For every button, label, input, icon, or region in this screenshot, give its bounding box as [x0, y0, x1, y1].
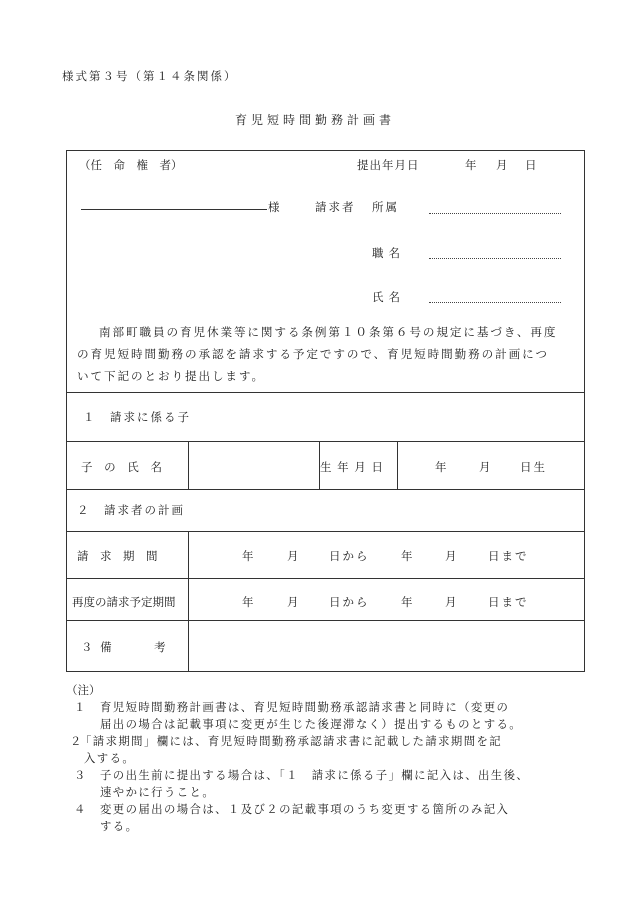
- divider: [67, 531, 584, 532]
- child-name-label: 子 の 氏 名: [81, 460, 166, 474]
- divider: [188, 620, 189, 672]
- from-year: 年: [242, 595, 254, 609]
- birth-year-label: 年: [435, 460, 447, 474]
- form-code: 様式第３号（第１４条関係）: [62, 69, 238, 83]
- note-text: 届出の場合は記載事項に変更が生じた後遅滞なく）提出するものとする。: [100, 717, 523, 731]
- statement-line: いて下記のとおり提出します。: [77, 369, 265, 383]
- section2-heading: ２ 請求者の計画: [77, 503, 185, 517]
- submit-date-label: 提出年月日: [357, 158, 420, 172]
- remarks-label: ３ 備 考: [81, 640, 168, 654]
- sama-label: 様: [268, 200, 280, 214]
- note-item: [74, 699, 574, 733]
- to-year: 年: [401, 549, 413, 563]
- note-number: １: [74, 700, 87, 714]
- submit-month-label: 月: [496, 158, 508, 172]
- note-text: 「請求期間」欄には、育児短時間勤務承認請求書に記載した請求期間を記: [80, 734, 503, 748]
- note-item: [70, 733, 570, 767]
- divider: [67, 620, 584, 621]
- submit-day-label: 日: [525, 158, 537, 172]
- note-text: 変更の届出の場合は、１及び２の記載事項のうち変更する箇所のみ記入: [100, 802, 510, 816]
- remarks-field[interactable]: [191, 623, 581, 669]
- divider: [67, 392, 584, 393]
- position-label: 職名: [372, 246, 405, 260]
- to-day: 日まで: [488, 549, 529, 563]
- divider: [67, 489, 584, 490]
- birth-date-label: 生 年 月 日: [320, 460, 384, 474]
- note-item: [74, 767, 574, 801]
- note-text: 育児短時間勤務計画書は、育児短時間勤務承認請求書と同時に（変更の: [100, 700, 510, 714]
- note-number: ２: [70, 734, 83, 748]
- divider: [67, 441, 584, 442]
- section1-heading: １ 請求に係る子: [83, 410, 191, 424]
- to-day: 日まで: [488, 595, 529, 609]
- from-year: 年: [242, 549, 254, 563]
- authority-name-field[interactable]: [81, 209, 267, 210]
- request-statement: [77, 321, 577, 387]
- from-month: 月: [287, 549, 299, 563]
- to-month: 月: [445, 595, 457, 609]
- name-label: 氏名: [372, 290, 405, 304]
- note-number: ３: [74, 768, 87, 782]
- child-name-field[interactable]: [191, 444, 319, 486]
- submit-year-label: 年: [465, 158, 477, 172]
- divider: [188, 441, 189, 489]
- notes-heading: （注）: [66, 683, 101, 697]
- from-day: 日から: [329, 595, 370, 609]
- note-text: 子の出生前に提出する場合は、「１ 請求に係る子」欄に記入は、出生後、: [100, 768, 530, 782]
- note-text: する。: [100, 819, 139, 833]
- document-title: 育児短時間勤務計画書: [234, 113, 395, 127]
- repeat-period-label: 再度の請求予定期間: [72, 595, 176, 609]
- note-item: [74, 801, 574, 835]
- to-year: 年: [401, 595, 413, 609]
- note-text: 入する。: [84, 751, 136, 765]
- birth-day-label: 日生: [520, 460, 547, 474]
- note-text: 速やかに行うこと。: [100, 785, 216, 799]
- to-month: 月: [445, 549, 457, 563]
- divider: [397, 441, 398, 489]
- statement-line: の育児短時間勤務の承認を請求する予定ですので、育児短時間勤務の計画につ: [77, 347, 549, 361]
- department-field[interactable]: [429, 213, 561, 214]
- note-number: ４: [74, 802, 87, 816]
- divider: [67, 578, 584, 579]
- appointing-authority-label: （任 命 権 者）: [79, 158, 183, 172]
- requester-label: 請求者: [315, 200, 356, 214]
- statement-line: 南部町職員の育児休業等に関する条例第１０条第６号の規定に基づき、再度: [99, 325, 558, 339]
- form-frame: [66, 150, 585, 672]
- from-month: 月: [287, 595, 299, 609]
- request-period-label: 請 求 期 間: [77, 549, 158, 563]
- birth-month-label: 月: [479, 460, 491, 474]
- department-label: 所属: [372, 200, 399, 214]
- position-field[interactable]: [429, 258, 561, 259]
- from-day: 日から: [329, 549, 370, 563]
- name-field[interactable]: [429, 302, 561, 303]
